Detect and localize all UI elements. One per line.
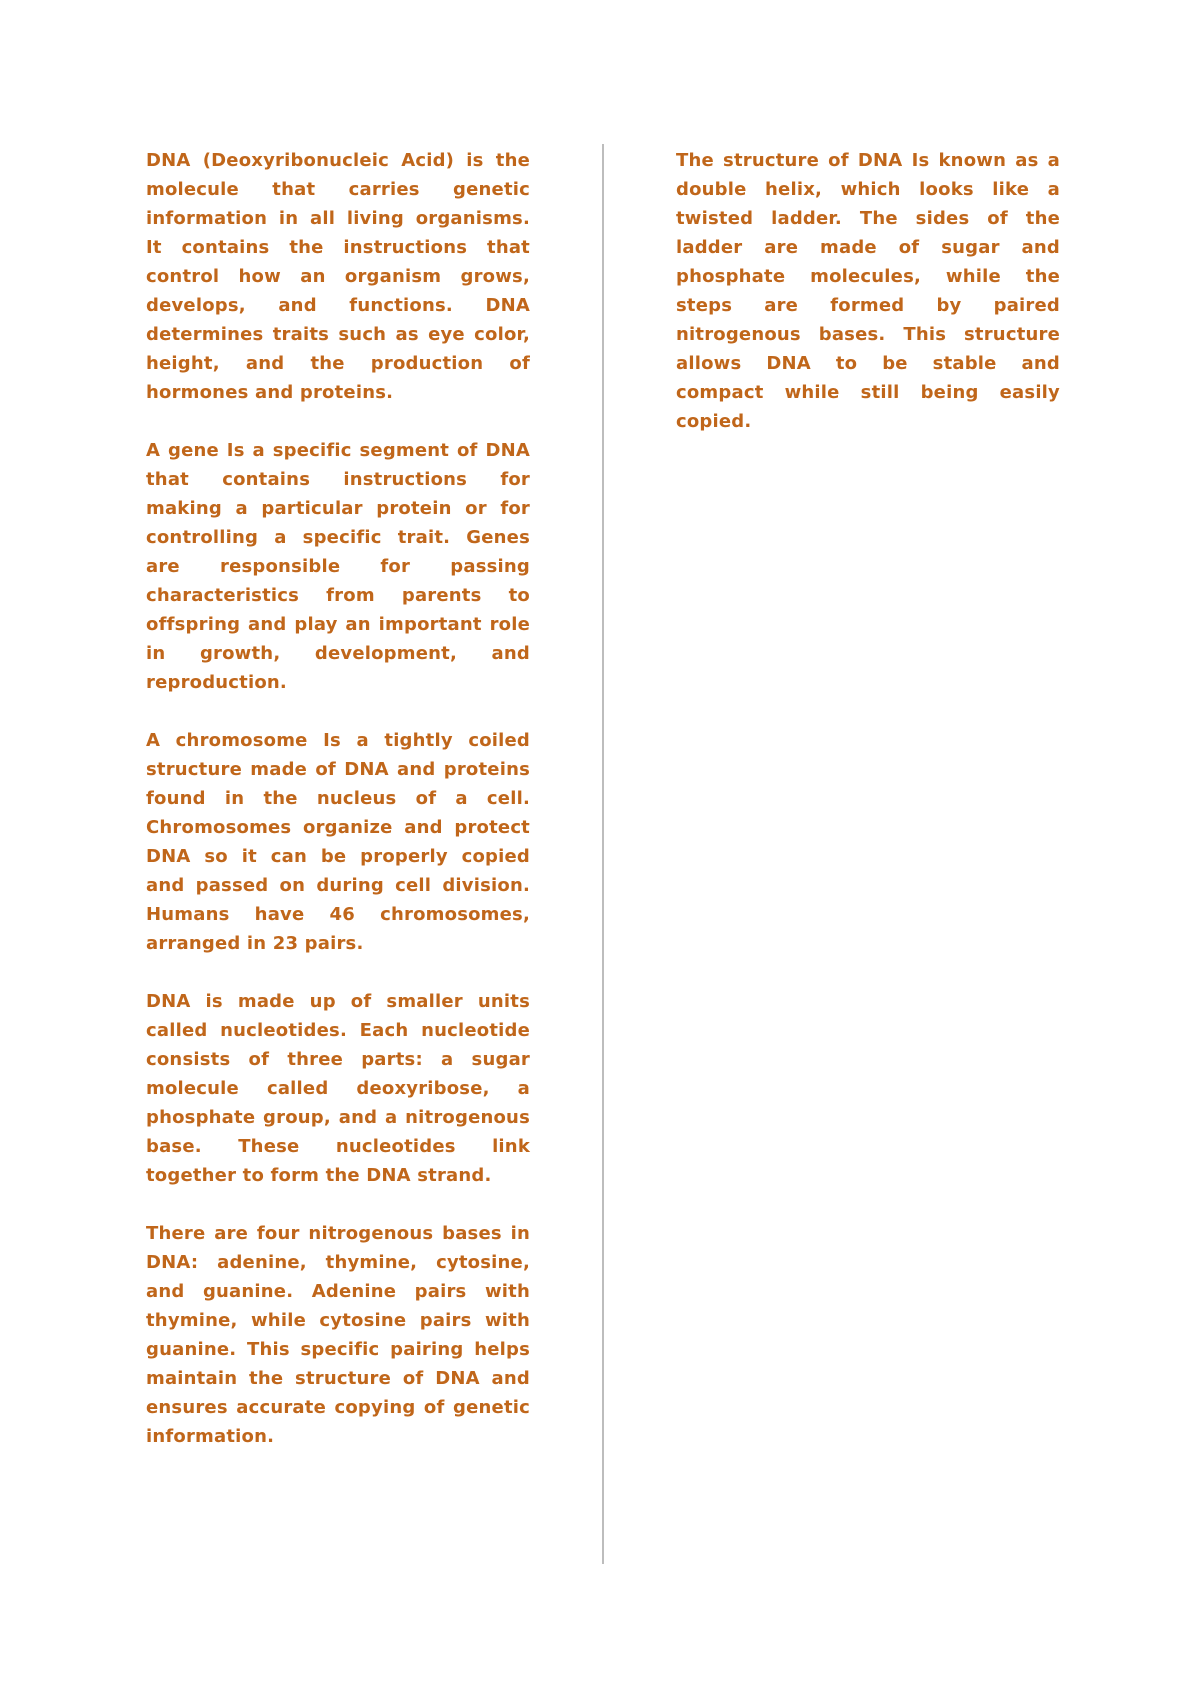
paragraph-double-helix: The structure of DNA Is known as a double helix, which looks like a twisted ladder. The sides of the ladder are made of sugar and phosphate molecules, while the steps are formed by paired nitrogenous bases. This structure allows DNA to be stable and compact while still being easily copied. [676, 150, 1060, 432]
paragraph-gene-definition: A gene Is a specific segment of DNA that contains instructions for making a particular protein or for controlling a specific trait. Genes are responsible for passing characteristics from parents to offspring and play an important role in growth, development, and reproduction. [146, 440, 530, 693]
paragraph-chromosome-definition: A chromosome Is a tightly coiled structure made of DNA and proteins found in the nucleus of a cell. Chromosomes organize and protect DNA so it can be properly copied and passed on during cell division. Humans have 46 chromosomes, arranged in 23 pairs. [146, 730, 530, 954]
right-column [676, 146, 1060, 465]
paragraph-nitrogenous-bases: There are four nitrogenous bases in DNA: adenine, thymine, cytosine, and guanine. Adenine pairs with thymine, while cytosine pairs with guanine. This specific pairing helps maintain the structure of DNA and ensures accurate copying of genetic information. [146, 1223, 530, 1447]
paragraph-nucleotides: DNA is made up of smaller units called nucleotides. Each nucleotide consists of three parts: a sugar molecule called deoxyribose, a phosphate group, and a nitrogenous base. These nucleotides link together to form the DNA strand. [146, 991, 530, 1186]
column-divider [602, 144, 604, 1564]
paragraph-dna-definition: DNA (Deoxyribonucleic Acid) is the molecule that carries genetic information in all living organisms. It contains the instructions that control how an organism grows, develops, and functions. DNA determines traits such as eye color, height, and the production of hormones and proteins. [146, 150, 530, 403]
left-column [146, 146, 530, 1480]
